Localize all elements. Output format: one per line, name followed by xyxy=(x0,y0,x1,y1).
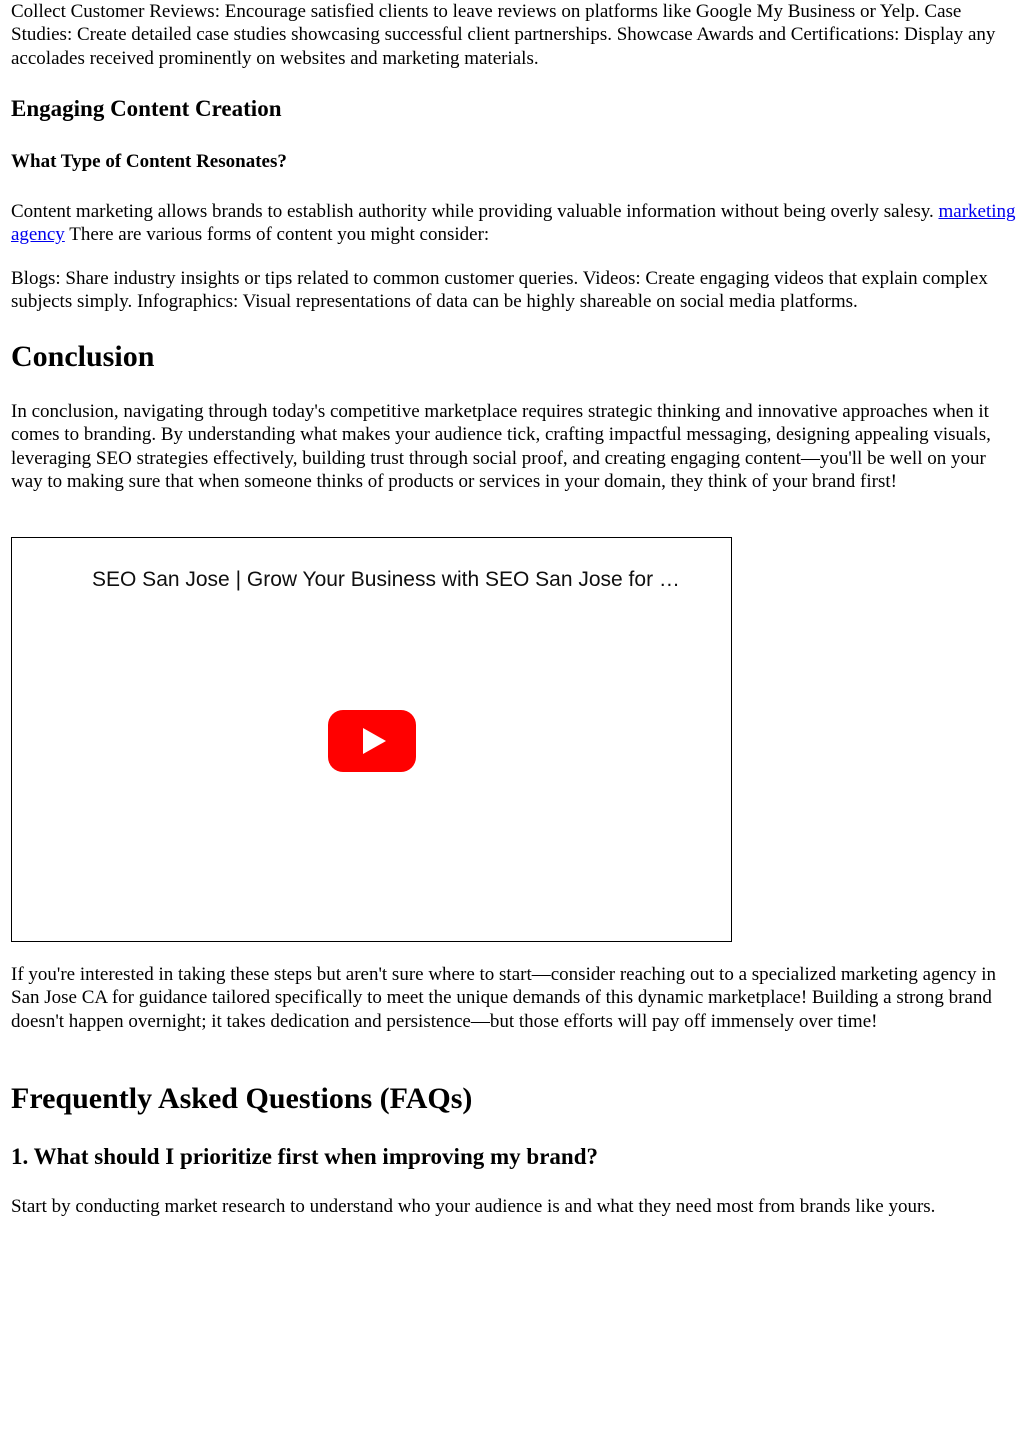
video-title[interactable]: SEO San Jose | Grow Your Business with SEO San Jose for … xyxy=(92,568,680,591)
youtube-play-icon[interactable] xyxy=(328,710,416,772)
subheading-content-types: What Type of Content Resonates? xyxy=(11,151,287,172)
faq-heading: Frequently Asked Questions (FAQs) xyxy=(11,1082,473,1115)
section-heading-content-creation: Engaging Content Creation xyxy=(11,96,282,121)
content-forms-paragraph: Blogs: Share industry insights or tips related to common customer queries. Videos: Create engaging videos that explain complex subjects simply. Infographics: Visual representations of data can be highly shareable on social media platforms. xyxy=(11,268,988,313)
conclusion-paragraph: In conclusion, navigating through today's competitive marketplace requires strategic thinking and innovative approaches when it comes to branding. By understanding what makes your audience tick, crafting impactful messaging, designing appealing visuals, leveraging SEO strategies effectively, building trust through social proof, and creating engaging content—you'll be well on your way to making sure that when someone thinks of products or services in your domain, they think of your brand first! xyxy=(11,401,991,492)
conclusion-heading: Conclusion xyxy=(11,340,155,373)
next-steps-paragraph: If you're interested in taking these steps but aren't sure where to start—consider reaching out to a specialized marketing agency in San Jose CA for guidance tailored specifically to meet the unique demands of this dynamic marketplace! Building a strong brand doesn't happen overnight; it takes dedication and persistence—but those efforts will pay off immensely over time! xyxy=(11,964,997,1032)
video-embed[interactable] xyxy=(11,537,732,942)
play-button-graphic xyxy=(328,710,416,772)
content-marketing-paragraph xyxy=(11,200,1017,247)
content-marketing-text-1: Content marketing allows brands to establish authority while providing valuable information without being overly salesy. xyxy=(11,201,939,222)
faq-answer-1: Start by conducting market research to understand who your audience is and what they need most from brands like yours. xyxy=(11,1196,936,1217)
content-marketing-text-2: There are various forms of content you might consider: xyxy=(64,224,490,246)
intro-paragraph: Collect Customer Reviews: Encourage satisfied clients to leave reviews on platforms like Google My Business or Yelp. Case Studies: Create detailed case studies showcasing successful client partnerships. Showcase Awards and Certifications: Display any accolades received prominently on websites and marketing materials. xyxy=(11,1,996,69)
marketing-agency-link[interactable]: marketing agency xyxy=(11,201,1016,246)
faq-question-1: 1. What should I prioritize first when improving my brand? xyxy=(11,1144,598,1169)
